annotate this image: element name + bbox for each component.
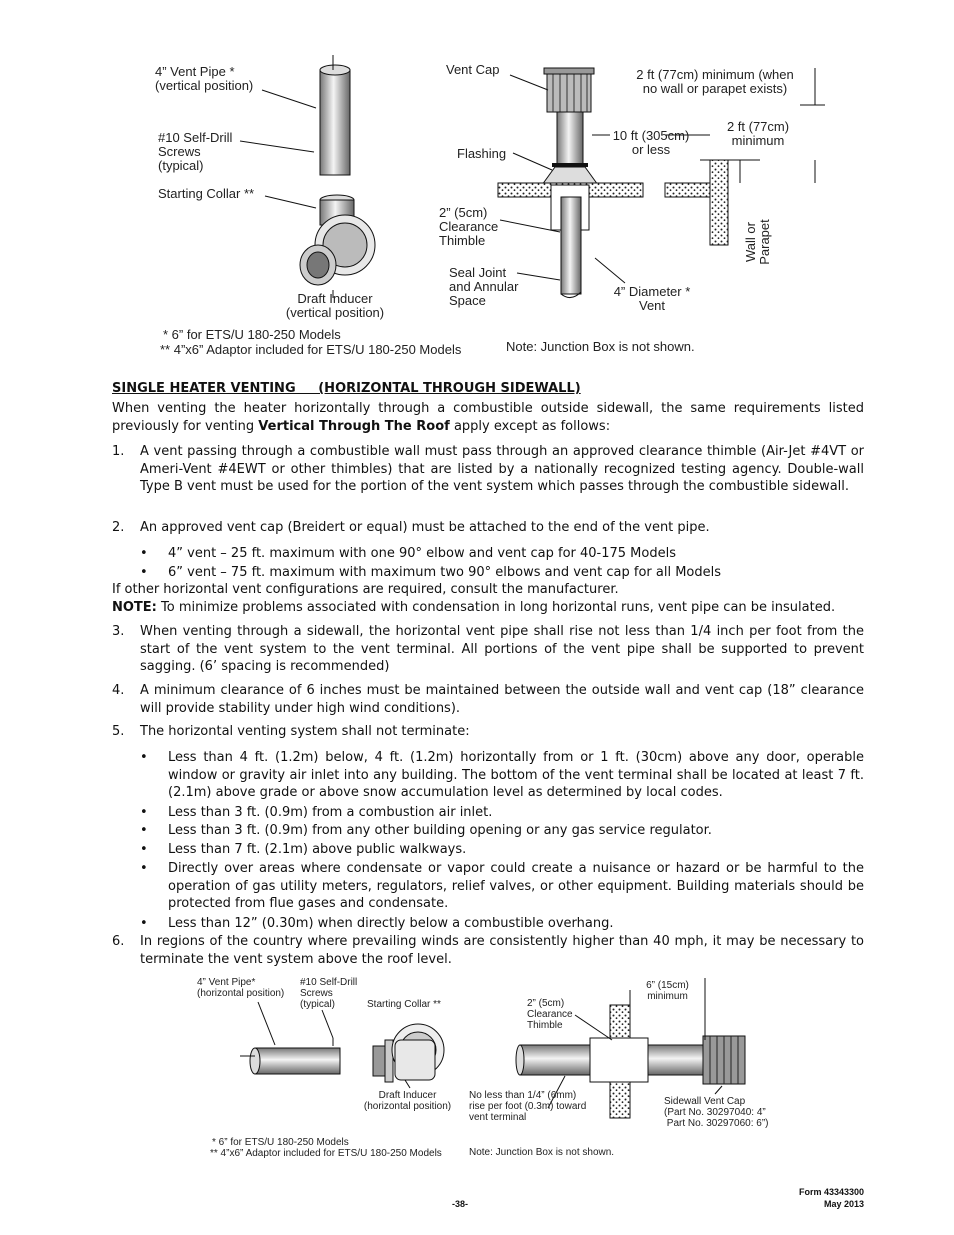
bullet-terminate-1: Less than 4 ft. (1.2m) below, 4 ft. (1.2m) horizontally from or 1 ft. (30cm) above any door, operable window or gravity air inlet into any building. The bottom of the vent terminal shall be located at least 7 ft. (2.1m) above grade or above snow accumulation level as determined by local codes. (168, 750, 864, 800)
bullet-dot: • (140, 805, 148, 820)
label-draft-inducer-horizontal: Draft Inducer (horizontal position) (363, 1090, 452, 1112)
footnote-1: * 6” for ETS/U 180-250 Models (163, 327, 341, 342)
bullet-dot: • (140, 546, 148, 561)
label-starting-collar: Starting Collar ** (158, 186, 255, 201)
item-2-text: An approved vent cap (Breidert or equal) must be attached to the end of the vent pipe. (140, 520, 710, 535)
item-1-number: 1. (112, 444, 125, 459)
wall-parapet (710, 160, 728, 245)
label-two-ft-min: 2 ft (77cm) minimum (726, 119, 790, 148)
label-vent-cap: Vent Cap (446, 62, 500, 77)
label-screws: #10 Self-Drill Screws (typical) (158, 130, 233, 173)
label-draft-inducer: Draft Inducer (vertical position) (285, 291, 385, 320)
item-1-text: A vent passing through a combustible wall must pass through an approved clearance thimble (Air-Jet #4VT or Ameri-Vent #4EWT or other thimbles) that are listed by a nationally recognized testing agency. Double-wall Type B vent must be used for the portion of the vent system which passes through the combustible sidewall. (140, 444, 864, 494)
bullet-dot: • (140, 916, 148, 931)
note-paragraph: NOTE: To minimize problems associated with condensation in long horizontal runs, vent pipe can be insulated. (112, 600, 836, 615)
intro-paragraph: When venting the heater horizontally through a combustible outside sidewall, the same requirements listed previously for venting Vertical Through The Roof apply except as follows: (112, 401, 864, 434)
vertical-venting-diagram (140, 50, 840, 360)
item-4-number: 4. (112, 683, 125, 698)
bullet-terminate-3: Less than 3 ft. (0.9m) from any other building opening or any gas service regulator. (168, 823, 712, 838)
label-flashing: Flashing (457, 146, 507, 161)
item-3-text: When venting through a sidewall, the horizontal vent pipe shall rise not less than 1/4 inch per foot from the start of the vent system to the vent terminal. All portions of the vent pipe shall be supported to prevent sagging. (6’ spacing is recommended) (140, 624, 864, 674)
vent-pipe-vertical (320, 55, 350, 175)
footnote-bottom-1: * 6” for ETS/U 180-250 Models (212, 1137, 349, 1148)
item-4-text: A minimum clearance of 6 inches must be maintained between the outside wall and vent cap (18” clearance will provide stability under high wind conditions). (140, 683, 864, 716)
bullet-6in-vent: 6” vent – 75 ft. maximum with maximum two 90° elbows and vent cap for all Models (168, 565, 722, 580)
vent-pipe-horizontal (240, 1048, 340, 1074)
label-vent-pipe-horizontal: 4” Vent Pipe* (horizontal position) (197, 977, 285, 999)
note-junction-top: Note: Junction Box is not shown. (506, 339, 695, 354)
bullet-dot: • (140, 861, 148, 876)
form-date: May 2013 (823, 1199, 864, 1209)
label-vent-pipe: 4” Vent Pipe * (vertical position) (155, 64, 254, 93)
bullet-dot: • (140, 565, 148, 580)
bullet-terminate-2: Less than 3 ft. (0.9m) from a combustion air inlet. (168, 805, 493, 820)
label-ten-ft: 10 ft (305cm) or less (612, 128, 690, 157)
label-wall: Wall or Parapet (743, 219, 772, 265)
label-rise: No less than 1/4” (6mm) rise per foot (0.3m) toward vent terminal (469, 1090, 587, 1123)
label-seal: Seal Joint and Annular Space (449, 265, 519, 308)
bullet-terminate-5: Directly over areas where condensate or vapor could create a nuisance or hazard or be harmful to the operation of gas utility meters, regulators, relief valves, or other equipment. Building materials should be protected from flue gases and condensate. (168, 861, 864, 911)
item-6-number: 6. (112, 934, 125, 949)
draft-inducer-horizontal (373, 1024, 444, 1082)
label-diameter: 4” Diameter * Vent (613, 284, 691, 313)
bullet-terminate-6: Less than 12” (0.30m) when directly below a combustible overhang. (168, 916, 614, 931)
footnote-2: ** 4”x6” Adaptor included for ETS/U 180-250 Models (160, 342, 462, 357)
label-thimble-horizontal: 2” (5cm) Clearance Thimble (527, 998, 573, 1031)
bullet-4in-vent: 4” vent – 25 ft. maximum with one 90° elbow and vent cap for 40-175 Models (168, 546, 676, 561)
bullet-dot: • (140, 842, 148, 857)
item-5-text: The horizontal venting system shall not terminate: (140, 724, 470, 739)
label-thimble: 2” (5cm) Clearance Thimble (439, 205, 499, 248)
item-6-text: In regions of the country where prevailing winds are consistently higher than 40 mph, it may be necessary to terminate the vent system above the roof level. (140, 934, 864, 967)
label-sidewall-cap: Sidewall Vent Cap (Part No. 30297040: 4” Part No. 30297060: 6”) (664, 1096, 769, 1129)
roof-vent-assembly (498, 68, 643, 298)
item-5-number: 5. (112, 724, 125, 739)
label-starting-collar-horizontal: Starting Collar ** (367, 999, 441, 1010)
label-six-inch: 6” (15cm) minimum (646, 980, 689, 1002)
section-heading: SINGLE HEATER VENTING (HORIZONTAL THROUGH SIDEWALL) (112, 381, 581, 396)
bullet-dot: • (140, 750, 148, 765)
form-number: Form 43343300 (798, 1187, 864, 1197)
item-2-number: 2. (112, 520, 125, 535)
footnote-bottom-2: ** 4”x6” Adaptor included for ETS/U 180-250 Models (210, 1148, 442, 1159)
page-number: -38- (452, 1199, 469, 1209)
label-two-ft-top: 2 ft (77cm) minimum (when no wall or parapet exists) (636, 67, 794, 96)
label-screws-horizontal: #10 Self-Drill Screws (typical) (300, 977, 358, 1010)
draft-inducer-vertical (300, 195, 375, 285)
item-3-number: 3. (112, 624, 125, 639)
consult-text: If other horizontal vent configurations are required, consult the manufacturer. (112, 582, 619, 597)
note-junction-bottom: Note: Junction Box is not shown. (469, 1147, 615, 1158)
bullet-dot: • (140, 823, 148, 838)
bullet-terminate-4: Less than 7 ft. (2.1m) above public walkways. (168, 842, 467, 857)
